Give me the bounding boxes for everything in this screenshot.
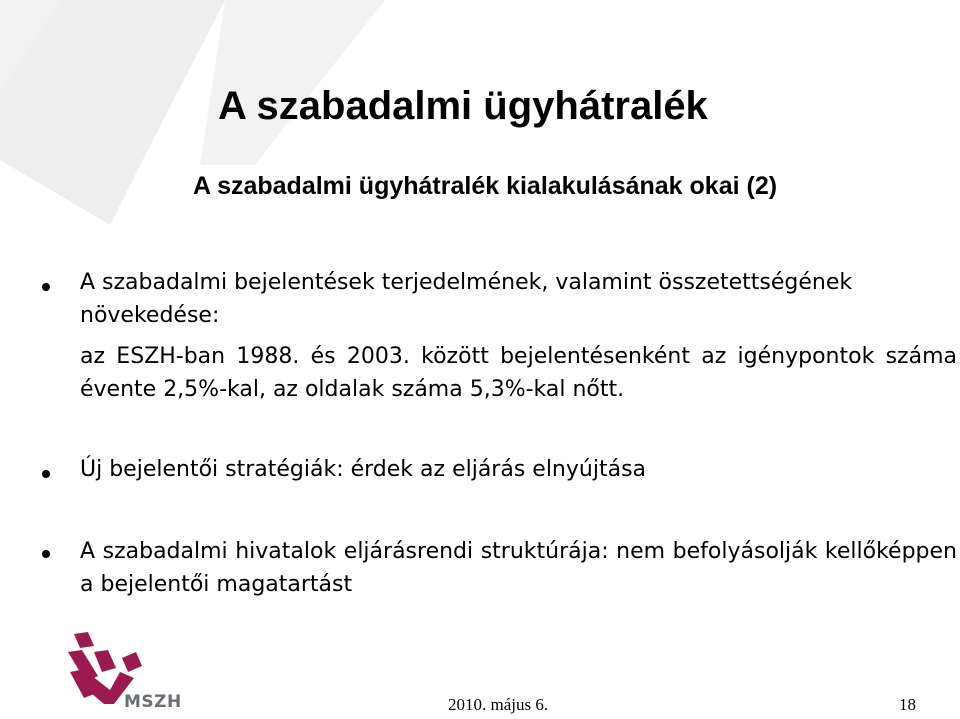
bullet-text-strategies: Új bejelentői stratégiák: érdek az eljárás elnyújtása (80, 457, 647, 482)
bullet-detail-eszh: az ESZH-ban 1988. és 2003. között bejelentésenként az igénypontok száma évente 2,5%-kal, az oldalak száma 5,3%-kal nőtt. (80, 344, 957, 402)
page-number: 18 (899, 695, 916, 714)
footer-date: 2010. május 6. (448, 695, 549, 714)
bullet-text-growth: A szabadalmi bejelentések terjedelmének, valamint összetettségének növekedése: (80, 270, 853, 328)
bullet-dot (42, 550, 50, 558)
bullet-dot (42, 283, 50, 291)
page-title: A szabadalmi ügyhátralék (218, 84, 708, 128)
page-subtitle: A szabadalmi ügyhátralék kialakulásának okai (2) (193, 172, 778, 200)
logo-text: MSZH (124, 692, 182, 712)
bullet-text-structure: A szabadalmi hivatalok eljárásrendi struktúrája: nem befolyásolják kellőképpen a bejelentői magatartást (80, 539, 957, 597)
bullet-dot (42, 470, 50, 478)
